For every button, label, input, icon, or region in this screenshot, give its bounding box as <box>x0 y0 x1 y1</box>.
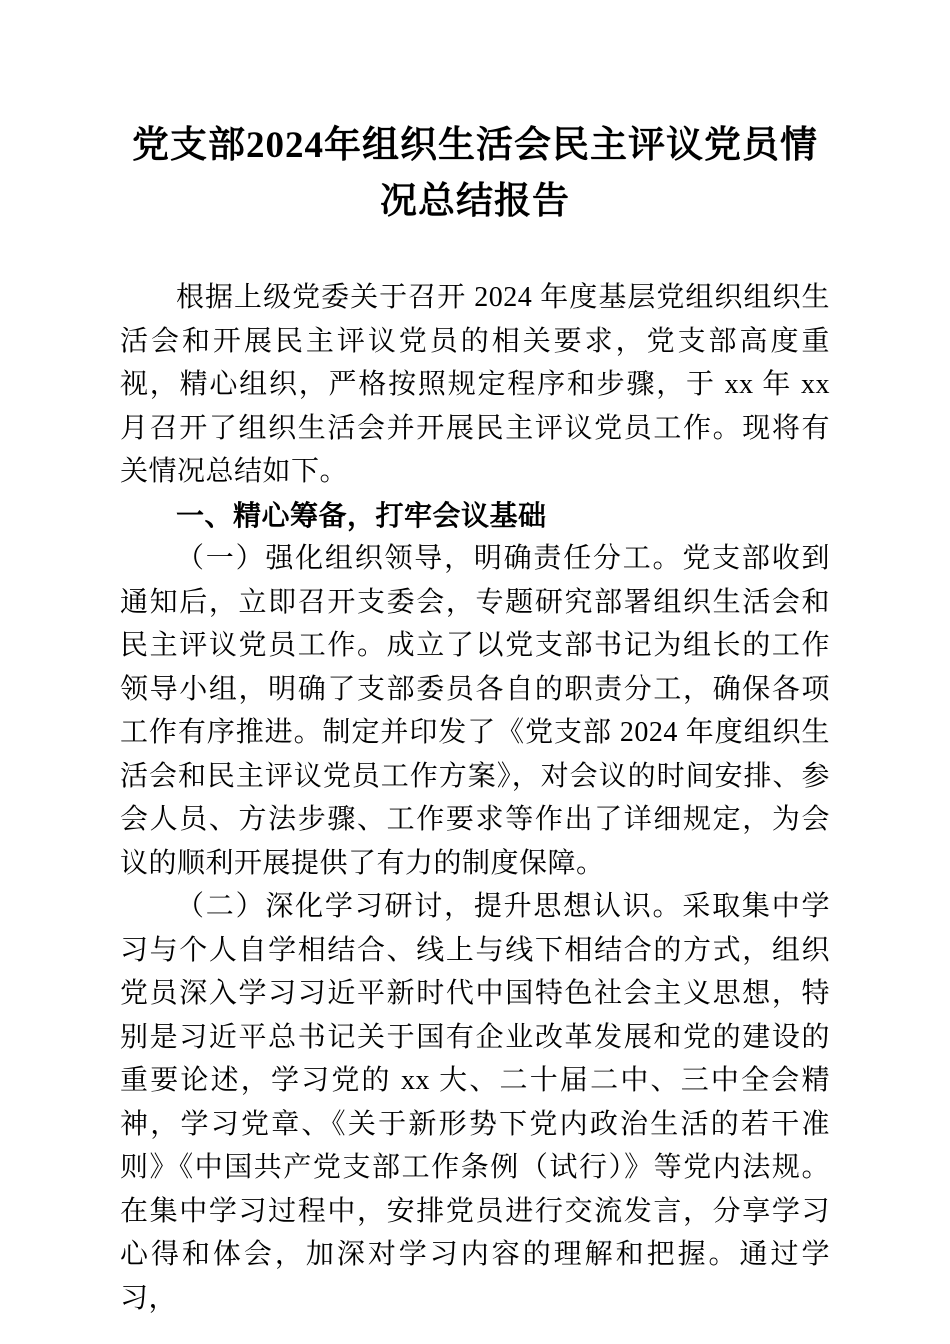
document-title: 党支部2024年组织生活会民主评议党员情况总结报告 <box>132 125 818 222</box>
paragraph-intro: 根据上级党委关于召开 2024 年度基层党组织组织生活会和开展民主评议党员的相关要求，党支部高度重视，精心组织，严格按照规定程序和步骤，于 xx 年 xx 月召开了组织生活会并开展民主评议党员工作。现将有关情况总结如下。 <box>120 282 830 487</box>
paragraph-section-1-2: （二）深化学习研讨，提升思想认识。采取集中学习与个人自学相结合、线上与线下相结合的方式，组织党员深入学习习近平新时代中国特色社会主义思想，特别是习近平总书记关于国有企业改革发展和党的建设的重要论述，学习党的 xx 大、二十届二中、三中全会精神，学习党章、《关于新形势下党内政治生活的若干准则》《中国共产党支部工作条例（试行）》等党内法规。在集中学习过程中，安排党员进行交流发言，分享学习心得和体会，加深对学习内容的理解和把握。通过学习， <box>120 891 830 1314</box>
section-heading-1: 一、精心筹备，打牢会议基础 <box>176 499 547 531</box>
paragraph-section-1-1: （一）强化组织领导，明确责任分工。党支部收到通知后，立即召开支委会，专题研究部署组织生活会和民主评议党员工作。成立了以党支部书记为组长的工作领导小组，明确了支部委员各自的职责分工，确保各项工作有序推进。制定并印发了《党支部 2024 年度组织生活会和民主评议党员工作方案》，对会议的时间安排、参会人员、方法步骤、工作要求等作出了详细规定，为会议的顺利开展提供了有力的制度保障。 <box>120 543 830 879</box>
